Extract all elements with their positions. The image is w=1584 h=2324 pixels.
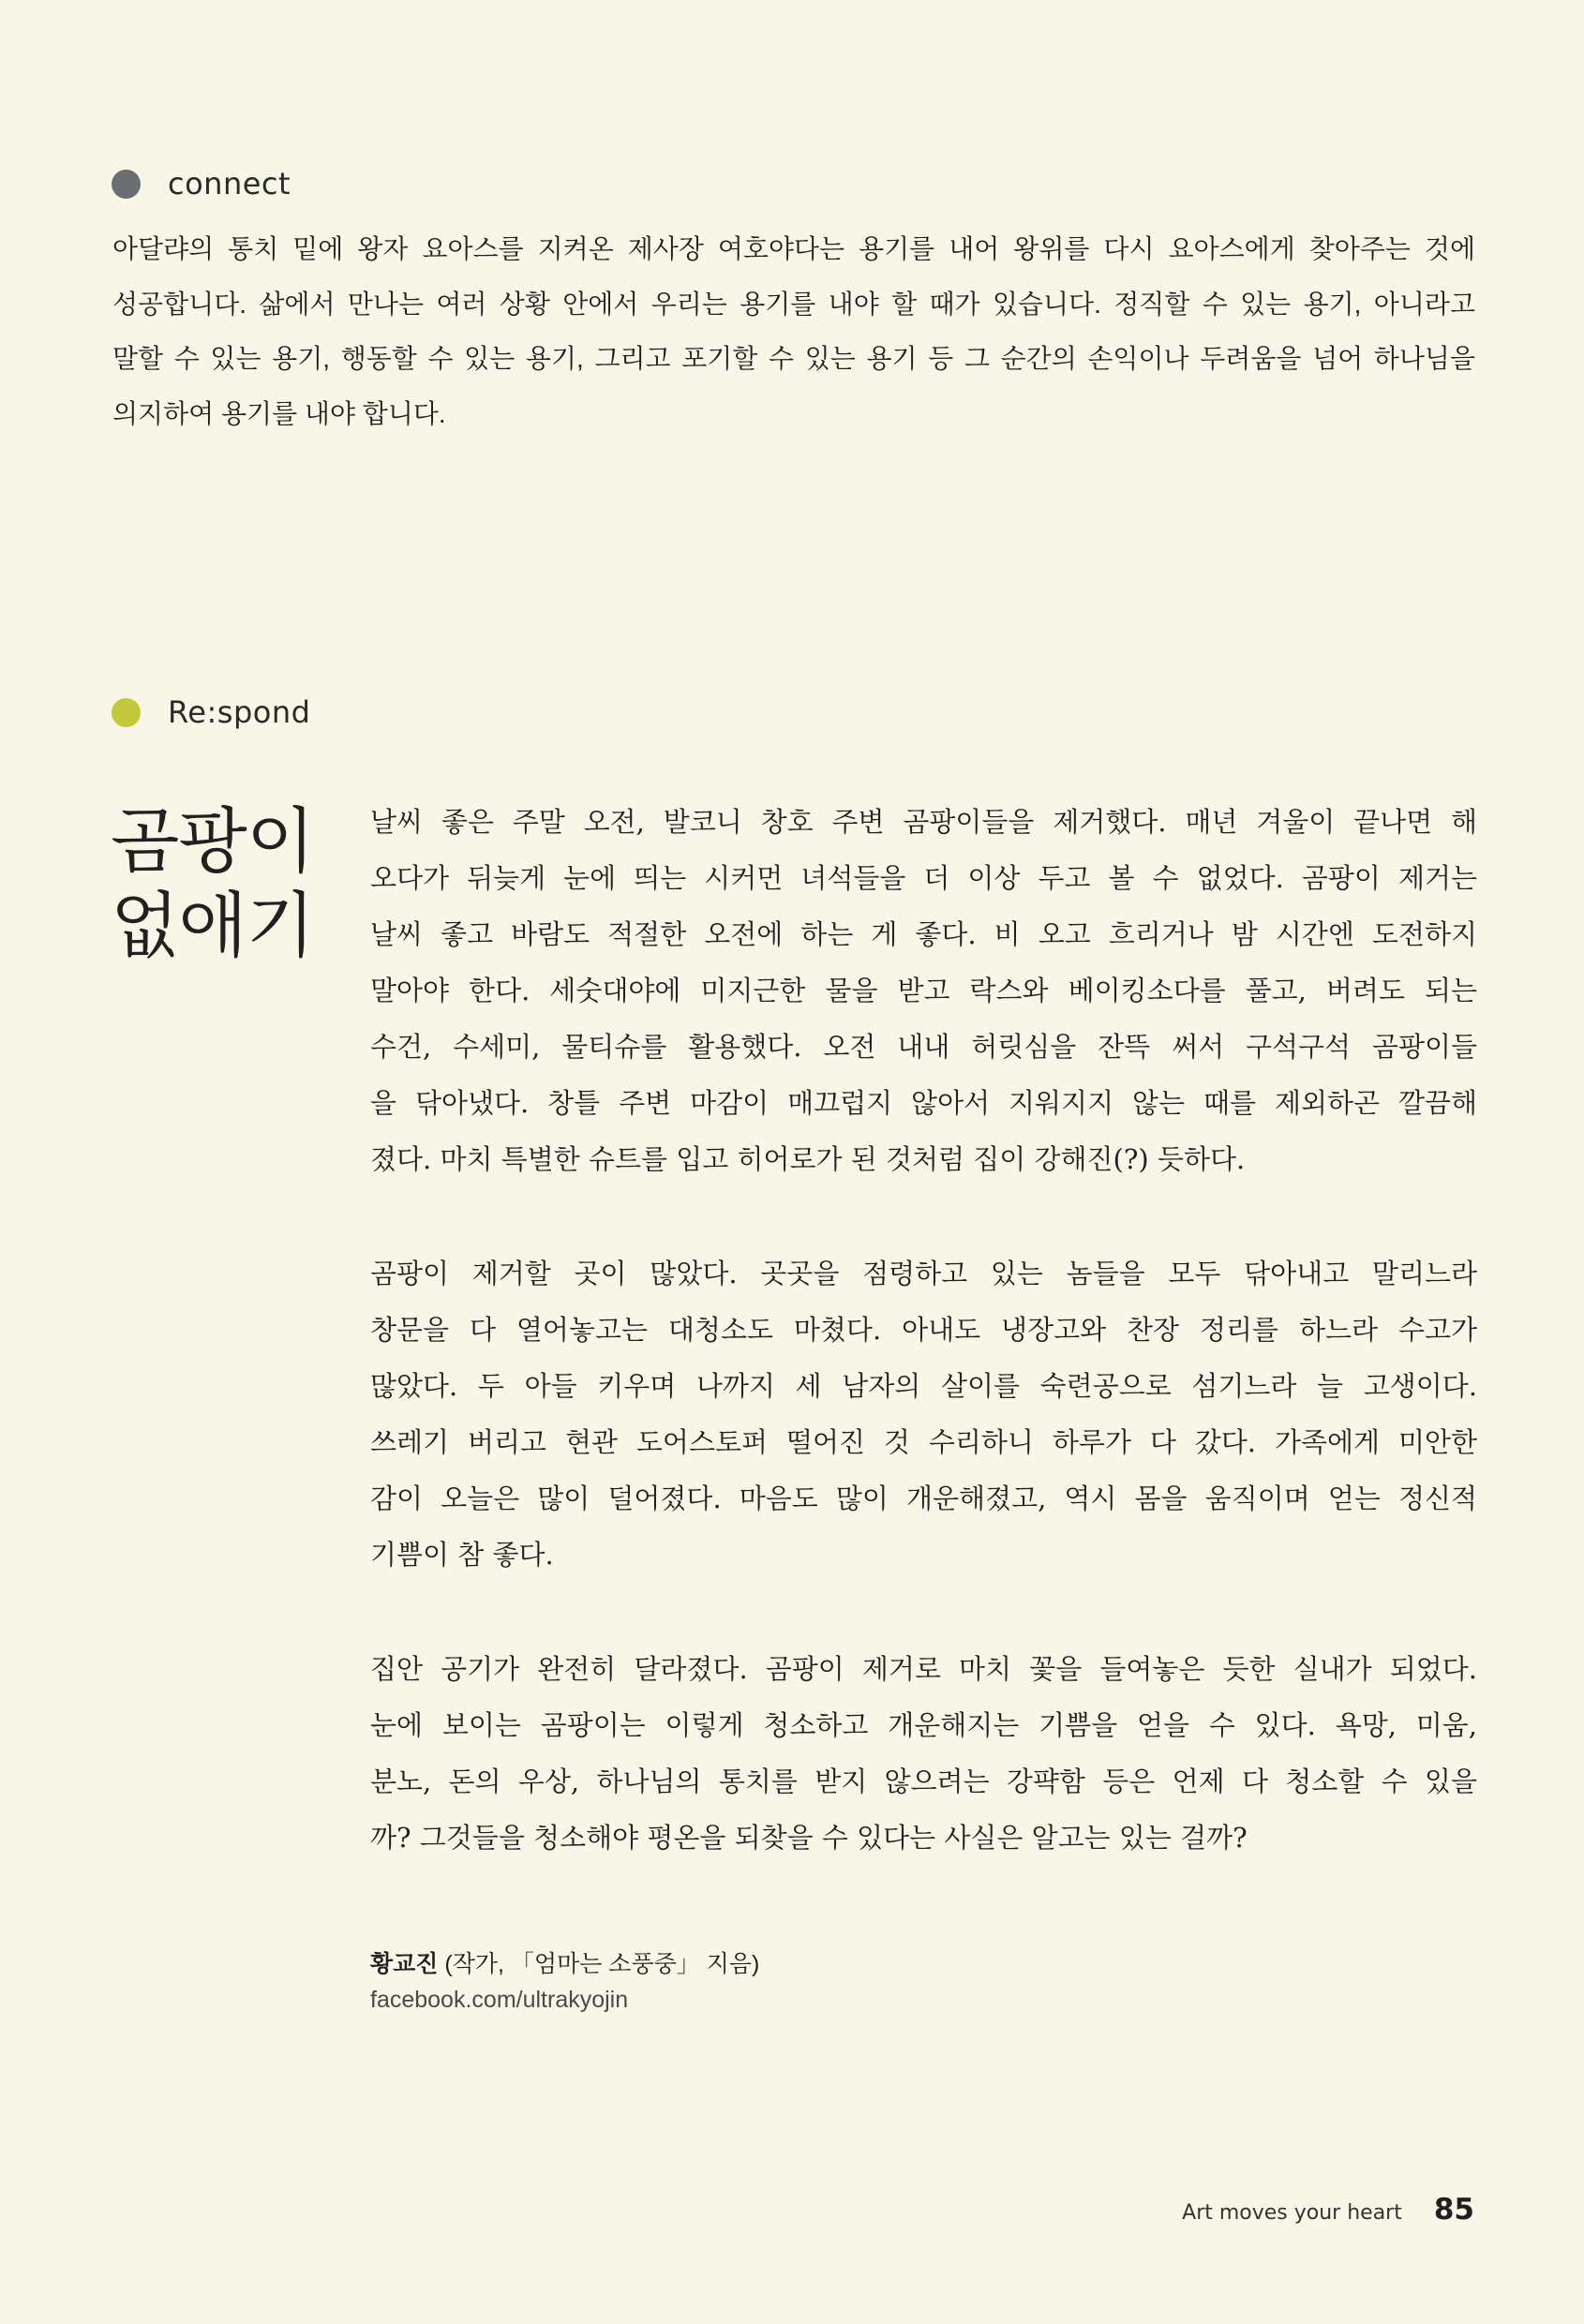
author-name: 황교진 [370,1951,439,1977]
article-title-line: 곰팡이 [111,799,315,883]
body-line: 을 닦아냈다. 창틀 주변 마감이 매끄럽지 않아서 지워지지 않는 때를 제외하곤 깔끔해 [370,1087,1477,1119]
page-number: 85 [1433,2193,1474,2227]
article-paragraph [370,1641,1477,1866]
article-title-line: 없애기 [111,884,315,967]
connect-line: 말할 수 있는 용기, 행동할 수 있는 용기, 그리고 포기할 수 있는 용기 등 그 순간의 손익이나 두려움을 넘어 하나님을 [112,344,1475,373]
body-line: 쓰레기 버리고 현관 도어스토퍼 떨어진 것 수리하니 하루가 다 갔다. 가족에게 미안한 [370,1426,1477,1458]
body-line: 많았다. 두 아들 키우며 나까지 세 남자의 살이를 숙련공으로 섬기느라 늘 고생이다. [370,1370,1477,1402]
connect-line: 의지하여 용기를 내야 합니다. [112,398,446,428]
respond-section-header [112,692,310,733]
connect-line: 성공합니다. 삶에서 만나는 여러 상황 안에서 우리는 용기를 내야 할 때가 있습니다. 정직할 수 있는 용기, 아니라고 [112,289,1475,319]
article-paragraph [370,1245,1477,1583]
body-line: 졌다. 마치 특별한 슈트를 입고 히어로가 된 것처럼 집이 강해진(?) 듯하다. [370,1143,1246,1175]
footer-tagline: Art moves your heart [1182,2201,1402,2225]
body-line: 날씨 좋은 주말 오전, 발코니 창호 주변 곰팡이들을 제거했다. 매년 겨울이 끝나면 해 [370,806,1477,838]
article-paragraph [370,794,1477,1187]
article-body [370,794,1477,1924]
connect-section-header [112,163,291,204]
author-credit [370,1946,759,2018]
body-line: 눈에 보이는 곰팡이는 이렇게 청소하고 개운해지는 기쁨을 얻을 수 있다. 욕망, 미움, [370,1709,1477,1741]
body-line: 집안 공기가 완전히 달라졌다. 곰팡이 제거로 마치 꽃을 들여놓은 듯한 실내가 되었다. [370,1653,1477,1685]
connect-paragraph [112,222,1475,441]
body-line: 까? 그것들을 청소해야 평온을 되찾을 수 있다는 사실은 알고는 있는 걸까? [370,1822,1248,1854]
article-title [111,799,314,968]
connect-label: connect [168,166,291,201]
body-line: 곰팡이 제거할 곳이 많았다. 곳곳을 점령하고 있는 놈들을 모두 닦아내고 말리느라 [370,1258,1477,1289]
connect-bullet-dot [112,170,141,199]
body-line: 감이 오늘은 많이 덜어졌다. 마음도 많이 개운해졌고, 역시 몸을 움직이며 얻는 정신적 [370,1482,1477,1514]
body-line: 오다가 뒤늦게 눈에 띄는 시커먼 녀석들을 더 이상 두고 볼 수 없었다. 곰팡이 제거는 [370,862,1477,894]
body-line: 말아야 한다. 세숫대야에 미지근한 물을 받고 락스와 베이킹소다를 풀고, 버려도 되는 [370,975,1477,1006]
respond-bullet-dot [112,698,141,727]
body-line: 수건, 수세미, 물티슈를 활용했다. 오전 내내 허릿심을 잔뜩 써서 구석구석 곰팡이들 [370,1031,1477,1063]
page-footer [1182,2193,1474,2227]
body-line: 분노, 돈의 우상, 하나님의 통치를 받지 않으려는 강퍅함 등은 언제 다 청소할 수 있을 [370,1765,1477,1797]
connect-line: 아달랴의 통치 밑에 왕자 요아스를 지켜온 제사장 여호야다는 용기를 내어 왕위를 다시 요아스에게 찾아주는 것에 [112,234,1475,263]
body-line: 날씨 좋고 바람도 적절한 오전에 하는 게 좋다. 비 오고 흐리거나 밤 시간엔 도전하지 [370,918,1477,950]
author-detail: (작가, 「엄마는 소풍중」 지음) [438,1951,760,1977]
author-facebook-link[interactable]: facebook.com/ultrakyojin [370,1987,629,2013]
body-line: 창문을 다 열어놓고는 대청소도 마쳤다. 아내도 냉장고와 찬장 정리를 하느라 수고가 [370,1314,1477,1346]
body-line: 기쁨이 참 좋다. [370,1539,554,1571]
respond-label: Re:spond [168,694,311,730]
